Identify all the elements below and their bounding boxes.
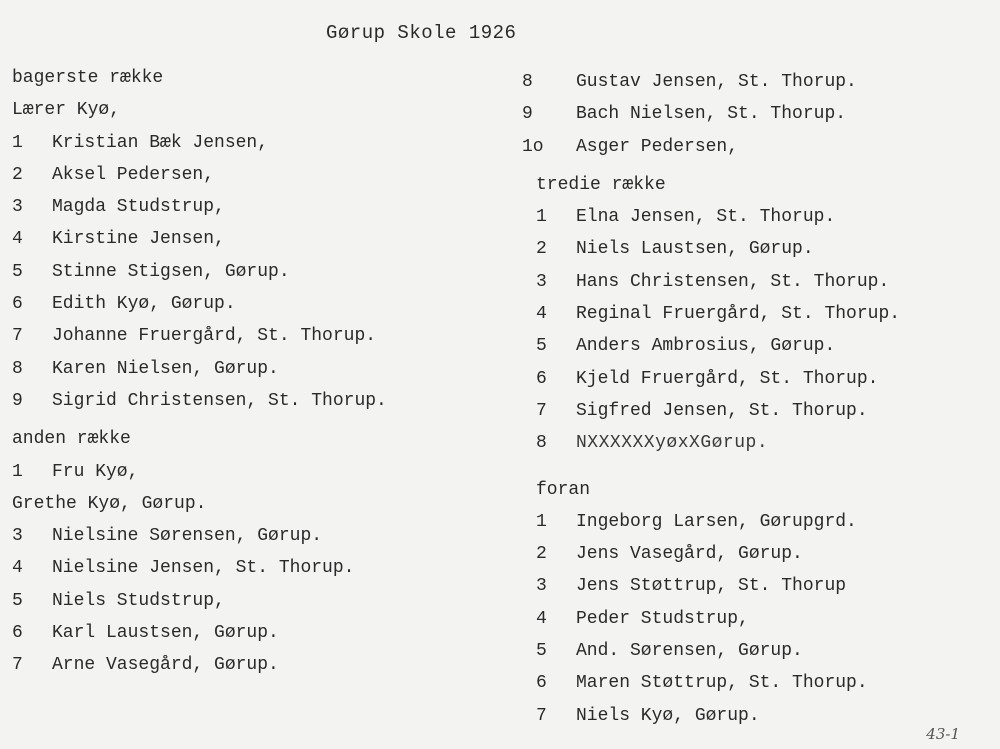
list-item [522,635,992,667]
item-number: 4 [12,229,23,250]
item-name: Magda Studstrup, [52,197,225,218]
heading-second-row: anden række [12,429,131,450]
item-number: 1 [536,207,547,228]
item-number: 7 [12,655,23,676]
item-name: Johanne Fruergård, St. Thorup. [52,326,377,347]
item-name: Anders Ambrosius, Gørup. [576,336,836,357]
item-number: 1 [536,511,547,532]
item-name: Sigfred Jensen, St. Thorup. [576,400,868,421]
list-item [522,570,992,602]
item-number: 3 [536,576,547,597]
item-name: Niels Studstrup, [52,590,225,611]
item-number: 1o [522,136,544,157]
item-number: 5 [536,336,547,357]
item-number: 9 [12,390,23,411]
item-name: And. Sørensen, Gørup. [576,641,803,662]
handwritten-page-note: 43-1 [926,725,960,743]
item-number: 4 [12,558,23,579]
list-item [12,585,502,617]
list-item [522,506,992,538]
item-name: Karl Laustsen, Gørup. [52,623,279,644]
struck-out-line [522,427,992,459]
right-column [522,66,992,732]
item-number: 2 [536,239,547,260]
item-name: Sigrid Christensen, St. Thorup. [52,390,387,411]
list-item [522,98,992,130]
item-number: 1 [12,132,23,153]
item-number: 2 [12,164,23,185]
list-item [522,131,992,163]
item-number: 4 [536,608,547,629]
item-number: 6 [536,368,547,389]
item-number: 8 [522,72,533,92]
teacher-line: Lærer Kyø, [12,100,121,121]
item-number: 7 [536,705,547,726]
list-item [12,552,502,584]
item-number: 6 [12,294,23,315]
item-number: 3 [12,526,23,547]
item-number: 1 [12,461,23,482]
spacer [522,460,992,474]
list-item [12,520,502,552]
list-item [12,159,502,191]
list-item [522,66,992,98]
item-number: 8 [536,433,547,454]
item-name: Bach Nielsen, St. Thorup. [576,104,847,125]
item-name: Reginal Fruergård, St. Thorup. [576,304,901,325]
list-item [522,538,992,570]
list-item [12,617,502,649]
heading-third-row: tredie række [536,174,666,195]
list-item [522,395,992,427]
item-name: Stinne Stigsen, Gørup. [52,261,290,282]
item-name: Jens Støttrup, St. Thorup [576,576,847,597]
item-number: 2 [536,544,547,565]
item-number: 4 [536,304,547,325]
item-number: 6 [12,623,23,644]
item-name: Kirstine Jensen, [52,229,225,250]
item-name: Maren Støttrup, St. Thorup. [576,673,868,694]
left-column [12,62,502,682]
heading-front-row: foran [536,479,591,500]
item-number: 9 [522,104,533,125]
item-name: Kjeld Fruergård, St. Thorup. [576,368,879,389]
list-item-unnumbered: Grethe Kyø, Gørup. [12,493,207,514]
list-item [12,223,502,255]
item-number: 5 [12,590,23,611]
item-name: Peder Studstrup, [576,608,749,629]
list-item [12,256,502,288]
list-item [522,363,992,395]
item-number: 5 [536,641,547,662]
item-name: Aksel Pedersen, [52,164,215,185]
item-name: Jens Vasegård, Gørup. [576,544,803,565]
list-item [522,266,992,298]
item-name: Arne Vasegård, Gørup. [52,655,279,676]
item-name: Nielsine Sørensen, Gørup. [52,526,323,547]
list-item [12,456,502,488]
item-number: 7 [536,400,547,421]
item-number: 7 [12,326,23,347]
item-number: 6 [536,673,547,694]
item-name: Niels Kyø, Gørup. [576,705,760,726]
item-number: 5 [12,261,23,282]
item-name: Nielsine Jensen, St. Thorup. [52,558,355,579]
item-number: 8 [12,358,23,379]
item-name: Fru Kyø, [52,461,139,482]
heading-back-row: bagerste række [12,68,164,88]
list-item [522,233,992,265]
item-number: 3 [12,197,23,218]
item-name: Niels Laustsen, Gørup. [576,239,814,260]
page-title: Gørup Skole 1926 [326,22,517,44]
struck-out-text: NXXXXXXyøxXGørup. [576,433,769,454]
list-item [522,330,992,362]
list-item [522,603,992,635]
item-name: Gustav Jensen, St. Thorup. [576,72,857,92]
item-name: Kristian Bæk Jensen, [52,132,269,153]
list-item [12,385,502,417]
list-item [12,649,502,681]
list-item [522,298,992,330]
item-name: Karen Nielsen, Gørup. [52,358,279,379]
list-item [522,201,992,233]
item-number: 3 [536,271,547,292]
item-name: Elna Jensen, St. Thorup. [576,207,836,228]
list-item [522,700,992,732]
list-item [522,667,992,699]
item-name: Hans Christensen, St. Thorup. [576,271,890,292]
list-item [12,127,502,159]
list-item [12,353,502,385]
item-name: Edith Kyø, Gørup. [52,294,236,315]
item-name: Asger Pedersen, [576,136,739,157]
item-name: Ingeborg Larsen, Gørupgrd. [576,511,857,532]
list-item [12,191,502,223]
list-item [12,288,502,320]
list-item [12,320,502,352]
